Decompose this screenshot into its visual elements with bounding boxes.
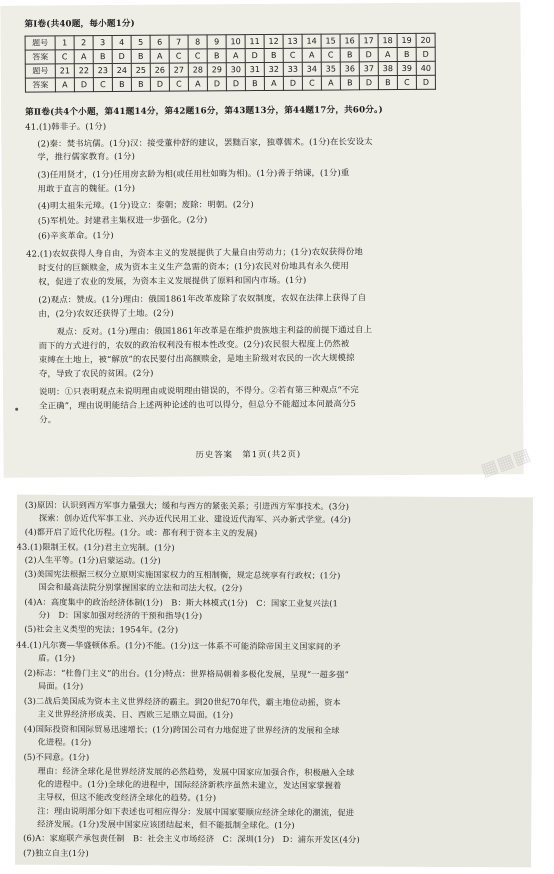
answer-line: (7)独立自主(1分) <box>23 847 89 859</box>
answer-line: 由，(2分)农奴还获得了土地。(2分) <box>38 307 174 319</box>
answer-line: 观点：反对。(1分)理由：俄国1861年改革是在维护贵族地主利益的前提下通过自上 <box>56 324 373 337</box>
table-cell: 25 <box>131 63 150 77</box>
answer-line: 44.(1)凡尔赛—华盛顿体系。(1分)不能。(1分)这一体系不可能消除帝国主义国家间的矛 <box>16 639 341 652</box>
answer-line: (2)观点：赞成。(1分)理由：俄国1861年改革废除了农奴制度，农奴在法律上获得了自 <box>38 292 367 305</box>
answer-line: (3)二战后美国成为资本主义世界经济的霸主。到20世纪70年代，霸主地位动摇，资本 <box>23 695 341 708</box>
table-cell: B <box>397 47 416 61</box>
table-cell: 15 <box>321 34 340 48</box>
table-cell: C <box>169 49 188 63</box>
answer-line: 说明：①只表明观点未说明理由或说明理由错误的，不得分。②若有第三种观点“不完 <box>39 384 359 397</box>
table-cell: A <box>226 49 245 63</box>
table-cell: D <box>74 78 93 92</box>
table-cell: B <box>264 48 283 62</box>
table-cell: 12 <box>264 34 283 48</box>
answer-line: (2)人生平等。(1分)启蒙运动。(1分) <box>24 554 161 566</box>
answer-line: (5)军机处。封建君主集权进一步强化。(2分) <box>37 214 208 226</box>
table-cell: 23 <box>93 64 112 78</box>
answer-line: 学，推行儒家教育。(1分) <box>37 150 136 162</box>
table-cell: 7 <box>169 35 188 49</box>
table-cell: 6 <box>150 35 169 49</box>
table-cell: D <box>226 77 245 91</box>
table-cell: D <box>359 76 378 90</box>
table-cell: C <box>302 76 321 90</box>
table-row-header: 题号 <box>25 64 55 78</box>
table-cell: 31 <box>245 62 264 76</box>
table-cell: 11 <box>245 34 264 48</box>
table-cell: 17 <box>359 34 378 48</box>
answer-line: 束缚在土地上，被“解放”的农民要付出高额赎金，是地主阶级对农民的一次大规模掠 <box>38 352 355 365</box>
table-cell: 24 <box>112 63 131 77</box>
table-cell: 22 <box>74 64 93 78</box>
table-cell: C <box>283 48 302 62</box>
table-cell: 32 <box>264 62 283 76</box>
answer-line: (2)标志：“杜鲁门主义”的出台。(1分)特点：世界格局朝着多极化发展，呈现“一超多强” <box>24 667 349 680</box>
answer-line: (4)A：高度集中的政治经济体制(1分) B：斯大林模式(1分) C：国家工业复兴法(1 <box>24 596 339 609</box>
table-cell: A <box>321 76 340 90</box>
answer-line: 化进程。(1分) <box>37 736 92 748</box>
table-cell: B <box>207 49 226 63</box>
table-cell: 4 <box>112 35 131 49</box>
table-cell: 9 <box>207 35 226 49</box>
table-cell: 33 <box>283 62 302 76</box>
table-cell: 35 <box>321 62 340 76</box>
answer-line: 经济发展。(1分)发展中国家应该团结起来，但不能抵制全球化。(1分) <box>37 818 295 831</box>
table-cell: C <box>397 75 416 89</box>
answer-line: 注：理由说明部分如下表述也可相应得分：发展中国家要顺应经济全球化的潮流，促进 <box>37 805 355 818</box>
table-cell: A <box>188 77 207 91</box>
table-cell: 26 <box>150 63 169 77</box>
part2-header: 第Ⅱ卷(共4个小题，第41题14分，第42题16分，第43题13分，第44题17分，共60分。) <box>25 105 383 118</box>
table-cell: B <box>378 76 397 90</box>
table-cell: 18 <box>378 34 397 48</box>
answer-line: (4)国际投资和国际贸易迅速增长；(1分)跨国公司有力地促进了世界经济的发展和全球 <box>23 723 340 736</box>
answer-line: 用敢于直言的魏征。(1分) <box>37 182 136 194</box>
page-footer: 历史答案 第1页(共2页) <box>195 448 302 460</box>
table-row-header: 答案 <box>25 50 55 64</box>
answer-line: (4)明太祖朱元璋。(1分)设立：秦朝；废除：明朝。(2分) <box>37 199 254 211</box>
table-cell: B <box>131 49 150 63</box>
table-cell: 29 <box>207 63 226 77</box>
answer-line: 全正确”，理由说明能结合上述两种论述的也可以得分，但总分不能超过本问最高分5 <box>39 398 356 411</box>
answer-line: 盾。(1分) <box>38 652 76 663</box>
table-cell: 10 <box>226 35 245 49</box>
answer-line: (3)原因：认识到西方军事力量强大；缓和与西方的紧张关系；引进西方军事技术。(3分) <box>24 499 350 512</box>
table-cell: A <box>302 48 321 62</box>
table-cell: 39 <box>397 61 416 75</box>
table-cell: B <box>340 48 359 62</box>
answer-line: 分) D：国家加强对经济的干预和指导(1分) <box>38 609 203 621</box>
table-cell: 1 <box>55 36 74 50</box>
table-cell: 37 <box>359 62 378 76</box>
answer-line: (2)秦：焚书坑儒。(1分)汉：接受董仲舒的建议，罢黜百家，独尊儒术。(1分)在长安设太 <box>37 136 373 149</box>
answer-line: 权，促进了农业的发展，为资本主义发展提供了原料和国内市场。(1分) <box>38 274 307 287</box>
table-cell: 8 <box>188 35 207 49</box>
table-cell: 14 <box>302 34 321 48</box>
answer-line: 探索：创办近代军事工业、兴办近代民用工业、建设近代海军、兴办新式学堂。(4分) <box>38 512 352 525</box>
table-cell: 5 <box>131 35 150 49</box>
answer-line: 43.(1)限制王权。(1分)君主立宪制。(1分) <box>16 541 175 553</box>
table-cell: D <box>359 48 378 62</box>
page2-text-block <box>16 495 533 859</box>
table-cell: C <box>93 78 112 92</box>
table-cell: 36 <box>340 62 359 76</box>
table-cell: D <box>245 48 264 62</box>
answer-sheet-page-1 <box>0 2 523 478</box>
answer-sheet-page-2 <box>15 495 533 868</box>
table-cell: C <box>321 48 340 62</box>
table-cell: A <box>55 78 74 92</box>
table-cell: 19 <box>397 33 416 47</box>
table-cell: C <box>169 77 188 91</box>
answer-line: 而下的方式进行的，农奴的政治权利没有根本性改变。(2分)农民很大程度上仍然被 <box>38 338 350 351</box>
table-cell: D <box>416 75 435 89</box>
answer-line: (3)任用贤才，(1分)任用房玄龄为相(或任用杜如晦为相)。(1分)善于纳谏，(1分)重 <box>37 167 350 180</box>
table-cell: 40 <box>416 61 435 75</box>
table-cell: A <box>150 49 169 63</box>
table-cell: B <box>340 76 359 90</box>
part1-header: 第Ⅰ卷(共40题，每小题1分) <box>24 18 135 30</box>
answer-line: (5)社会主义类型的宪法；1954年。(2分) <box>24 623 179 635</box>
table-cell: D <box>207 77 226 91</box>
answer-line: (3)美国宪法根据三权分立原则实施国家权力的互相制衡，规定总统享有行政权；(1分) <box>24 568 341 581</box>
table-cell: 30 <box>226 63 245 77</box>
answer-line: 局面。(1分) <box>37 680 84 692</box>
watermark-graphic: ▦▦▦ <box>477 443 534 482</box>
table-cell: 20 <box>416 33 435 47</box>
answer-line: 夺，导致了农民的贫困。(2分) <box>38 367 154 379</box>
table-cell: 3 <box>93 36 112 50</box>
table-cell: B <box>131 77 150 91</box>
table-cell: D <box>283 76 302 90</box>
table-cell: 13 <box>283 34 302 48</box>
table-cell: D <box>416 47 435 61</box>
answer-line: (5)不同意。(1分) <box>23 751 90 763</box>
table-cell: B <box>112 77 131 91</box>
answer-line: 42.(1)农奴获得人身自由，为资本主义的发展提供了大量自由劳动力；(1分)农奴获得份地 <box>26 246 363 259</box>
table-cell: D <box>150 77 169 91</box>
answer-line: 化的进程中。(1分)全球化的进程中，国际经济新秩序虽然未建立，发达国家掌握着 <box>37 778 342 791</box>
table-row-header: 题号 <box>25 36 55 50</box>
table-cell: C <box>55 50 74 64</box>
table-cell: 2 <box>74 36 93 50</box>
table-cell: A <box>378 48 397 62</box>
answer-line: 分。 <box>39 414 57 425</box>
table-cell: 38 <box>378 62 397 76</box>
table-cell: 21 <box>55 64 74 78</box>
answer-line: 41.(1)韩非子。(1分) <box>25 121 107 132</box>
table-cell: 28 <box>188 63 207 77</box>
table-row <box>25 75 435 92</box>
answer-line: 主导权，但这不能改变经济全球化的趋势。(1分) <box>37 791 217 803</box>
table-cell: C <box>188 49 207 63</box>
answer-line: (6)A：家庭联产承包责任制 B：社会主义市场经济 C：深圳(1分) D：浦东开发区(4分) <box>23 832 360 845</box>
answer-table-body <box>25 33 435 92</box>
answer-line: 主义世界经济形成美、日、西欧三足鼎立局面。(1分) <box>37 708 234 720</box>
table-cell: B <box>93 50 112 64</box>
table-cell: D <box>112 49 131 63</box>
table-cell: 16 <box>340 34 359 48</box>
table-cell: 27 <box>169 63 188 77</box>
answer-line: 理由：经济全球化是世界经济发展的必然趋势，发展中国家应加强合作，积极融入全球 <box>37 765 355 778</box>
table-cell: A <box>74 50 93 64</box>
table-cell: A <box>264 76 283 90</box>
table-cell: 34 <box>302 62 321 76</box>
table-row-header: 答案 <box>25 78 55 92</box>
answer-line: (6)辛亥革命。(1分) <box>37 230 114 241</box>
answer-line: (4)都开启了近代化历程。(1分。或：都有利于资本主义的发展) <box>24 526 258 538</box>
table-cell: B <box>245 76 264 90</box>
answer-table <box>25 33 436 93</box>
margin-dot <box>15 408 18 411</box>
answer-line: 国会和最高法院分别掌握国家的立法和司法大权。(2分) <box>38 581 243 593</box>
answer-line: 时支付的巨额赎金，成为资本主义生产急需的资本；(1分)农民对份地具有永久使用 <box>38 260 349 273</box>
